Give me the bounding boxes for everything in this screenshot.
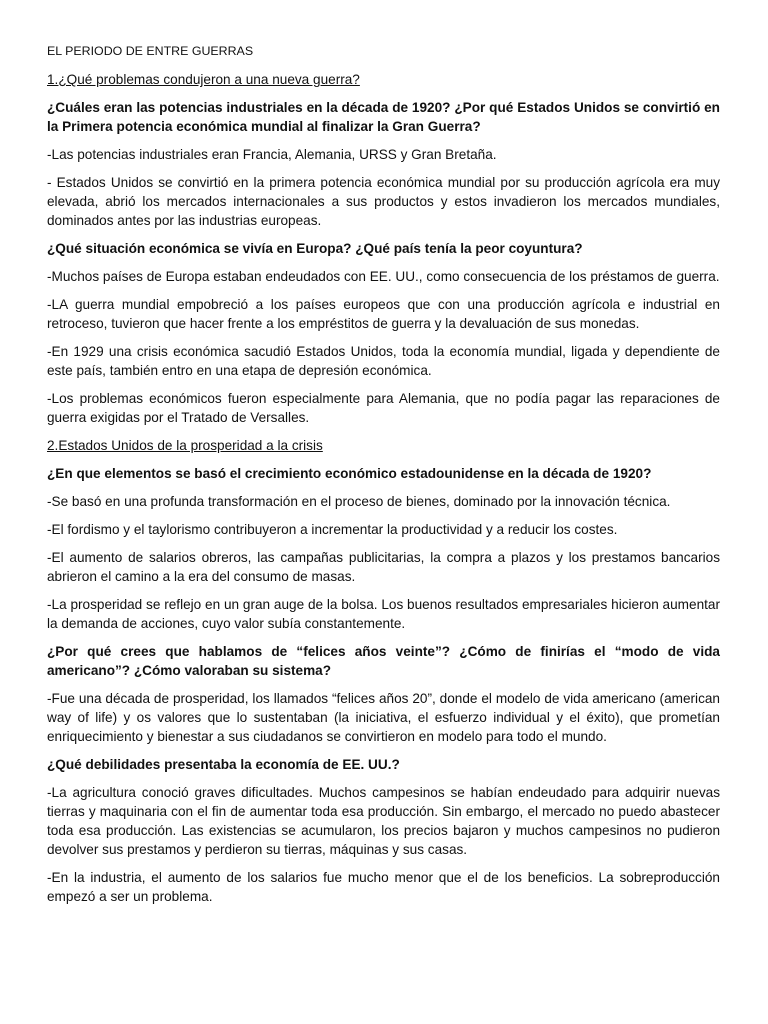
answer-paragraph: -Muchos países de Europa estaban endeudados con EE. UU., como consecuencia de los préstamos de guerra. [47,269,720,284]
answer-paragraph: -El fordismo y el taylorismo contribuyeron a incrementar la productividad y a reducir los costes. [47,522,618,537]
answer-paragraph: -Las potencias industriales eran Francia, Alemania, URSS y Gran Bretaña. [47,147,497,162]
answer-paragraph: -Los problemas económicos fueron especialmente para Alemania, que no podía pagar las reparaciones de guerra exigidas por el Tratado de Versalles. [47,391,720,425]
document-title: EL PERIODO DE ENTRE GUERRAS [47,44,254,58]
answer-paragraph: -El aumento de salarios obreros, las campañas publicitarias, la compra a plazos y los prestamos bancarios abrieron el camino a la era del consumo de masas. [47,550,720,584]
section-heading: 1.¿Qué problemas condujeron a una nueva guerra? [47,72,360,87]
question-text: ¿Cuáles eran las potencias industriales en la década de 1920? ¿Por qué Estados Unidos se convirtió en la Primera potencia económica mundial al finalizar la Gran Guerra? [47,100,720,134]
question-text: ¿Por qué crees que hablamos de “felices años veinte”? ¿Cómo de finirías el “modo de vida americano”? ¿Cómo valoraban su sistema? [47,644,720,678]
answer-paragraph: -LA guerra mundial empobreció a los países europeos que con una producción agrícola e industrial en retroceso, tuvieron que hacer frente a los empréstitos de guerra y la devaluación de sus monedas. [47,297,720,331]
document-page [47,42,720,915]
answer-paragraph: - Estados Unidos se convirtió en la primera potencia económica mundial por su producción agrícola era muy elevada, abrió los mercados internacionales a sus productos y estos invadieron los mercados mundiales, dominados antes por las industrias europeas. [47,175,720,228]
answer-paragraph: -En 1929 una crisis económica sacudió Estados Unidos, toda la economía mundial, ligada y dependiente de este país, también entro en una etapa de depresión económica. [47,344,720,378]
answer-paragraph: -La prosperidad se reflejo en un gran auge de la bolsa. Los buenos resultados empresariales hicieron aumentar la demanda de acciones, cuyo valor subía constantemente. [47,597,720,631]
question-text: ¿Qué situación económica se vivía en Europa? ¿Qué país tenía la peor coyuntura? [47,241,583,256]
question-text: ¿Qué debilidades presentaba la economía de EE. UU.? [47,757,400,772]
answer-paragraph: -Se basó en una profunda transformación en el proceso de bienes, dominado por la innovación técnica. [47,494,671,509]
answer-paragraph: -La agricultura conoció graves dificultades. Muchos campesinos se habían endeudado para adquirir nuevas tierras y maquinaria con el fin de aumentar toda esa producción. Sin embargo, el mercado no puedo abastecer toda esa producción. Las existencias se acumularon, los precios bajaron y muchos campesinos no pudieron devolver sus prestamos y perdieron su tierras, máquinas y sus casas. [47,785,720,857]
answer-paragraph: -Fue una década de prosperidad, los llamados “felices años 20”, donde el modelo de vida americano (american way of life) y os valores que lo sustentaban (la iniciativa, el esfuerzo individual y el éxito), que prometían enriquecimiento y bienestar a sus ciudadanos se convirtieron en modelo para todo el mundo. [47,691,720,744]
question-text: ¿En que elementos se basó el crecimiento económico estadounidense en la década de 1920? [47,466,652,481]
answer-paragraph: -En la industria, el aumento de los salarios fue mucho menor que el de los beneficios. La sobreproducción empezó a ser un problema. [47,870,720,904]
document-body [47,70,720,906]
section-heading: 2.Estados Unidos de la prosperidad a la crisis [47,438,323,453]
